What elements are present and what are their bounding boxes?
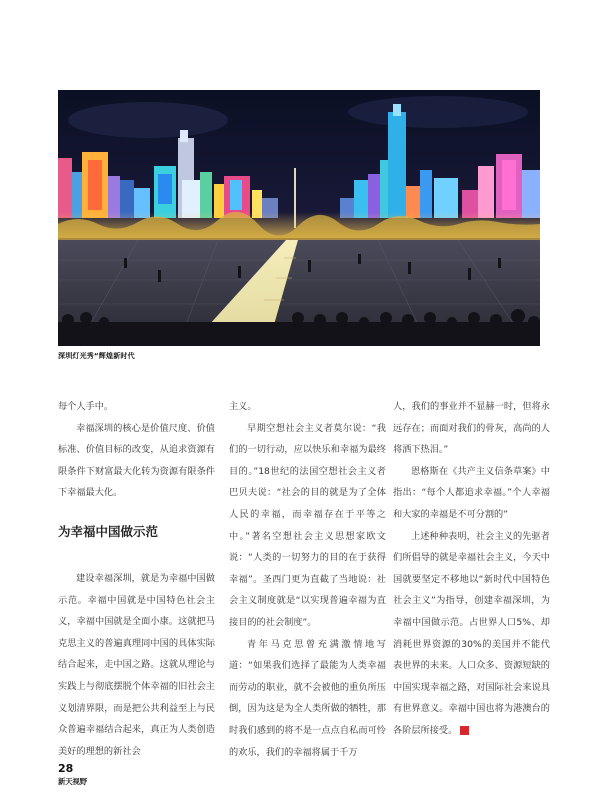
magazine-logo: 新天视野: [58, 777, 87, 786]
paragraph: 每个人手中。: [58, 401, 114, 412]
paragraph: 早期空想社会主义者莫尔说：“我们的一切行动，应以快乐和幸福为最终目的。”18世纪的法国空想社会主义者巴贝夫说：“社会的目的就是为了全体人民的幸福，而幸福存在于平等之中。”著名空想社会主义思想家欧文说：“人类的一切努力的目的在于获得幸福”。圣西门更为直截了当地说：社会主义制度就是“以实现普遍幸福为直接目的的社会制度”。: [229, 422, 386, 628]
page-number: 28: [58, 762, 74, 775]
paragraph: 恩格斯在《共产主义信条草案》中指出：“每个人都追求幸福。”个人幸福和大家的幸福是不可分割的”: [393, 465, 550, 520]
article-column-2: [229, 396, 386, 763]
paragraph: 主义。: [229, 401, 257, 412]
paragraph: 幸福深圳的核心是价值尺度、价值标准、价值目标的改变，从追求资源有限条件下财富最大化转为资源有限条件下幸福最大化。: [58, 422, 215, 499]
paragraph: [393, 526, 550, 742]
paragraph: 人，我们的事业并不显赫一时，但将永远存在；而面对我们的骨灰，高尚的人将洒下热泪。”: [393, 401, 550, 456]
article-column-1: [58, 396, 215, 762]
city-light-show-photo: [58, 90, 540, 346]
section-heading: 为幸福中国做示范: [58, 523, 159, 539]
article-end-mark: N: [460, 726, 469, 735]
paragraph-text: 上述种种表明，社会主义的先驱者们所倡导的就是幸福社会主义，今天中国就要坚定不移地以“新时代中国特色社会主义”为指导，创建幸福深圳，为幸福中国做示范。占世界人口5%、却消耗世界资源的30%的美国并不能代表世界的未来。人口众多、资源短缺的中国实现幸福之路，对国际社会来说具有世界意义。幸福中国也将为港澳台的各阶层所接受。: [393, 530, 550, 736]
article-column-3: [393, 396, 550, 742]
paragraph: 青年马克思曾充满激情地写道：“如果我们选择了最能为人类幸福而劳动的职业，就不会被他的重负所压倒，因为这是为全人类所做的牺牲，那时我们感到的将不是一点点自私而可怜的欢乐，我们的幸福将属于千万: [229, 638, 386, 758]
paragraph: 建设幸福深圳，就是为幸福中国做示范。幸福中国就是中国特色社会主义，幸福中国就是全面小康。这就把马克思主义的普遍真理同中国的具体实际结合起来，走中国之路。这就从理论与实践上与彻底摆脱个体幸福的旧社会主义划清界限，而是把公共利益至上与民众普遍幸福结合起来，真正为人类创造美好的理想的新社会: [58, 572, 215, 757]
photo-caption: 深圳灯光秀“辉煌新时代: [58, 352, 135, 360]
